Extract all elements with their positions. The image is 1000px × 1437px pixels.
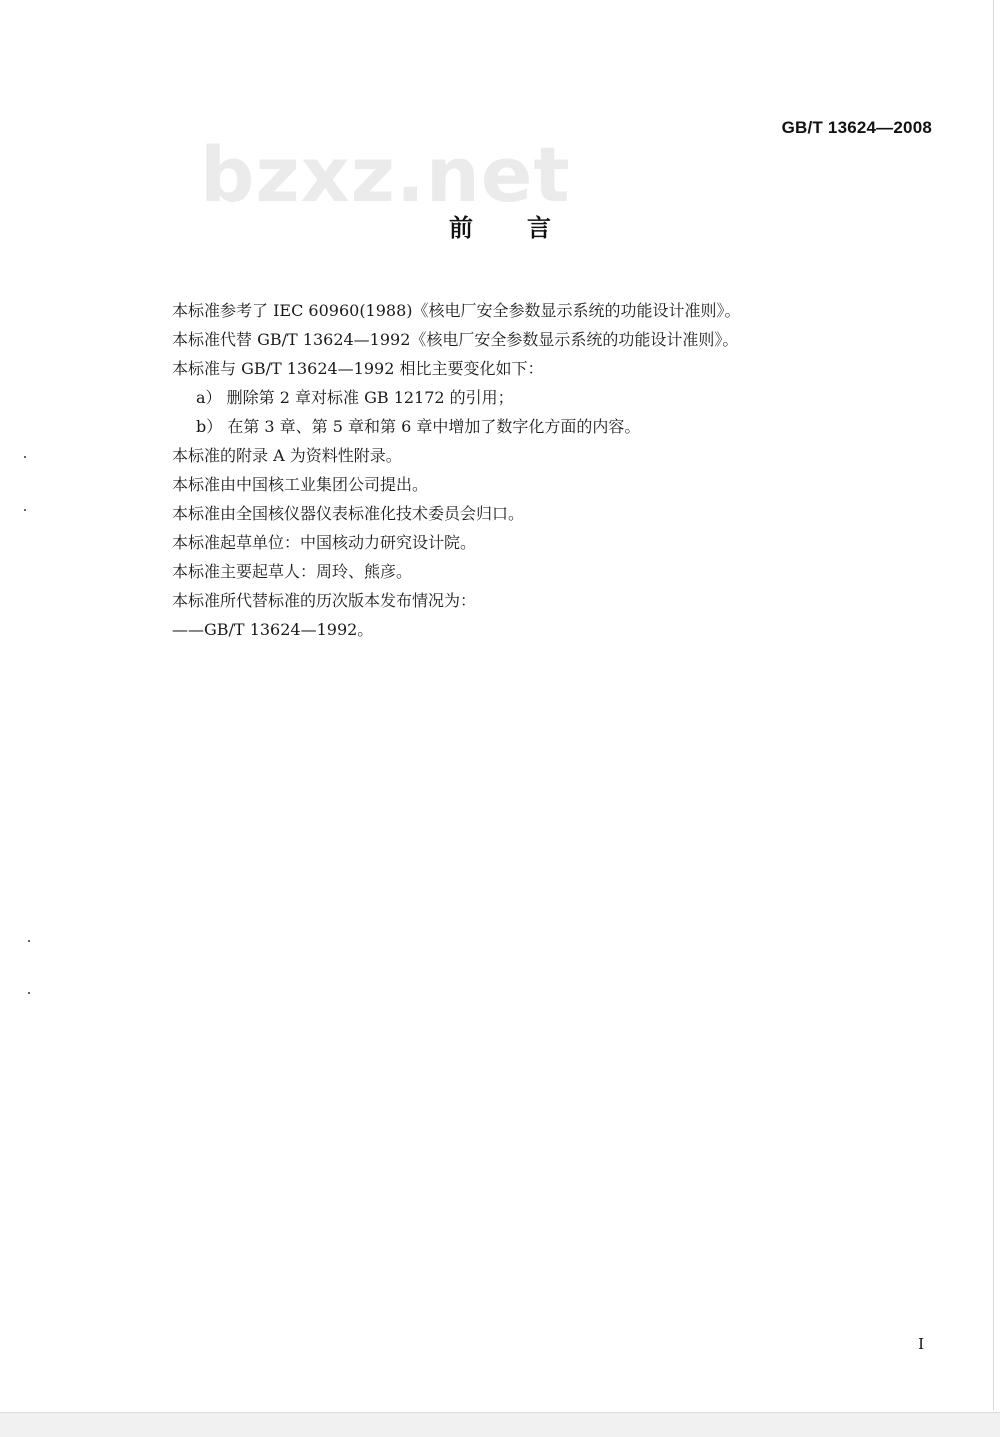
scan-speck	[28, 940, 30, 942]
foreword-line: 本标准主要起草人：周玲、熊彦。	[172, 562, 413, 581]
foreword-line: 本标准代替 GB/T 13624—1992《核电厂安全参数显示系统的功能设计准则》。	[172, 330, 739, 349]
viewer-bottom-bar	[0, 1412, 1000, 1437]
page-number: I	[918, 1335, 924, 1353]
foreword-line: 本标准起草单位：中国核动力研究设计院。	[172, 533, 477, 552]
scan-speck	[24, 509, 26, 511]
scan-speck	[24, 456, 26, 458]
standard-code: GB/T 13624—2008	[781, 118, 932, 137]
foreword-line: 本标准的附录 A 为资料性附录。	[172, 446, 402, 465]
foreword-line: 本标准与 GB/T 13624—1992 相比主要变化如下：	[172, 359, 544, 378]
watermark: bzxz.net	[200, 130, 571, 219]
change-item-a: a） 删除第 2 章对标准 GB 12172 的引用；	[196, 388, 514, 407]
superseded-version-line: ——GB/T 13624—1992。	[172, 620, 374, 639]
change-item-b: b） 在第 3 章、第 5 章和第 6 章中增加了数字化方面的内容。	[196, 417, 641, 436]
foreword-line: 本标准参考了 IEC 60960(1988)《核电厂安全参数显示系统的功能设计准则》。	[172, 301, 741, 320]
foreword-line: 本标准所代替标准的历次版本发布情况为：	[172, 591, 477, 610]
foreword-line: 本标准由全国核仪器仪表标准化技术委员会归口。	[172, 504, 525, 523]
foreword-line: 本标准由中国核工业集团公司提出。	[172, 475, 429, 494]
foreword-body	[172, 296, 912, 644]
page-title: 前言	[449, 214, 605, 242]
scan-speck	[28, 992, 30, 994]
